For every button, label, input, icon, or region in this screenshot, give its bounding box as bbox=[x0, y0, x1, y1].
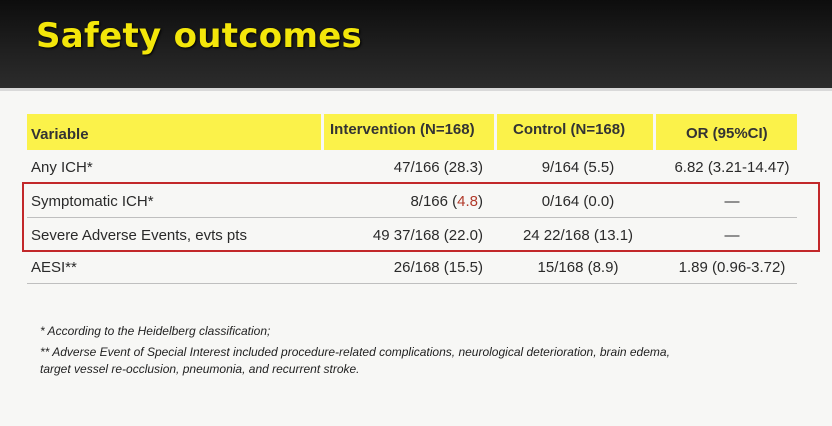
cell-or: 6.82 (3.21-14.47) bbox=[674, 159, 790, 176]
footnote-heidelberg: * According to the Heidelberg classification; bbox=[40, 324, 271, 338]
header-cell-or bbox=[656, 114, 797, 150]
cell-intervention: 26/168 (15.5) bbox=[393, 259, 483, 276]
cell-variable: Any ICH* bbox=[31, 159, 93, 176]
slide-title: Safety outcomes bbox=[36, 16, 363, 56]
cell-variable: Severe Adverse Events, evts pts bbox=[31, 227, 247, 244]
row-divider bbox=[27, 283, 797, 284]
table-row bbox=[27, 259, 797, 293]
cell-or: 1.89 (0.96-3.72) bbox=[678, 259, 786, 276]
cell-control: 0/164 (0.0) bbox=[541, 193, 615, 210]
cell-variable: Symptomatic ICH* bbox=[31, 193, 154, 210]
cell-control: 15/168 (8.9) bbox=[537, 259, 619, 276]
cell-or: — bbox=[724, 193, 740, 210]
cell-control: 24 22/168 (13.1) bbox=[522, 227, 634, 244]
header-cell-intervention bbox=[324, 114, 494, 150]
header-label-control: Control (N=168) bbox=[513, 121, 626, 138]
footnote-aesi-line2: target vessel re-occlusion, pneumonia, and recurrent stroke. bbox=[40, 362, 360, 376]
header-cell-variable bbox=[27, 114, 321, 150]
header-label-variable: Variable bbox=[31, 126, 89, 143]
highlight-box bbox=[22, 182, 820, 252]
header-label-or: OR (95%CI) bbox=[686, 125, 768, 142]
header-cell-control bbox=[497, 114, 653, 150]
slide-header bbox=[0, 0, 832, 88]
header-label-intervention: Intervention (N=168) bbox=[330, 121, 475, 138]
cell-intervention: 47/166 (28.3) bbox=[393, 159, 483, 176]
table-header-row bbox=[27, 114, 797, 150]
cell-control: 9/164 (5.5) bbox=[541, 159, 615, 176]
footnote-aesi-line1: ** Adverse Event of Special Interest included procedure-related complications, neurological deterioration, brain edema, bbox=[40, 345, 670, 359]
cell-or: — bbox=[724, 227, 740, 244]
cell-intervention: 49 37/168 (22.0) bbox=[372, 227, 483, 244]
cell-variable: AESI** bbox=[31, 259, 77, 276]
cell-intervention-count: 8/166 ( bbox=[410, 193, 458, 210]
cell-intervention-percent: 4.8 bbox=[457, 193, 478, 210]
cell-intervention-close: ) bbox=[478, 193, 483, 210]
header-divider bbox=[0, 88, 832, 91]
